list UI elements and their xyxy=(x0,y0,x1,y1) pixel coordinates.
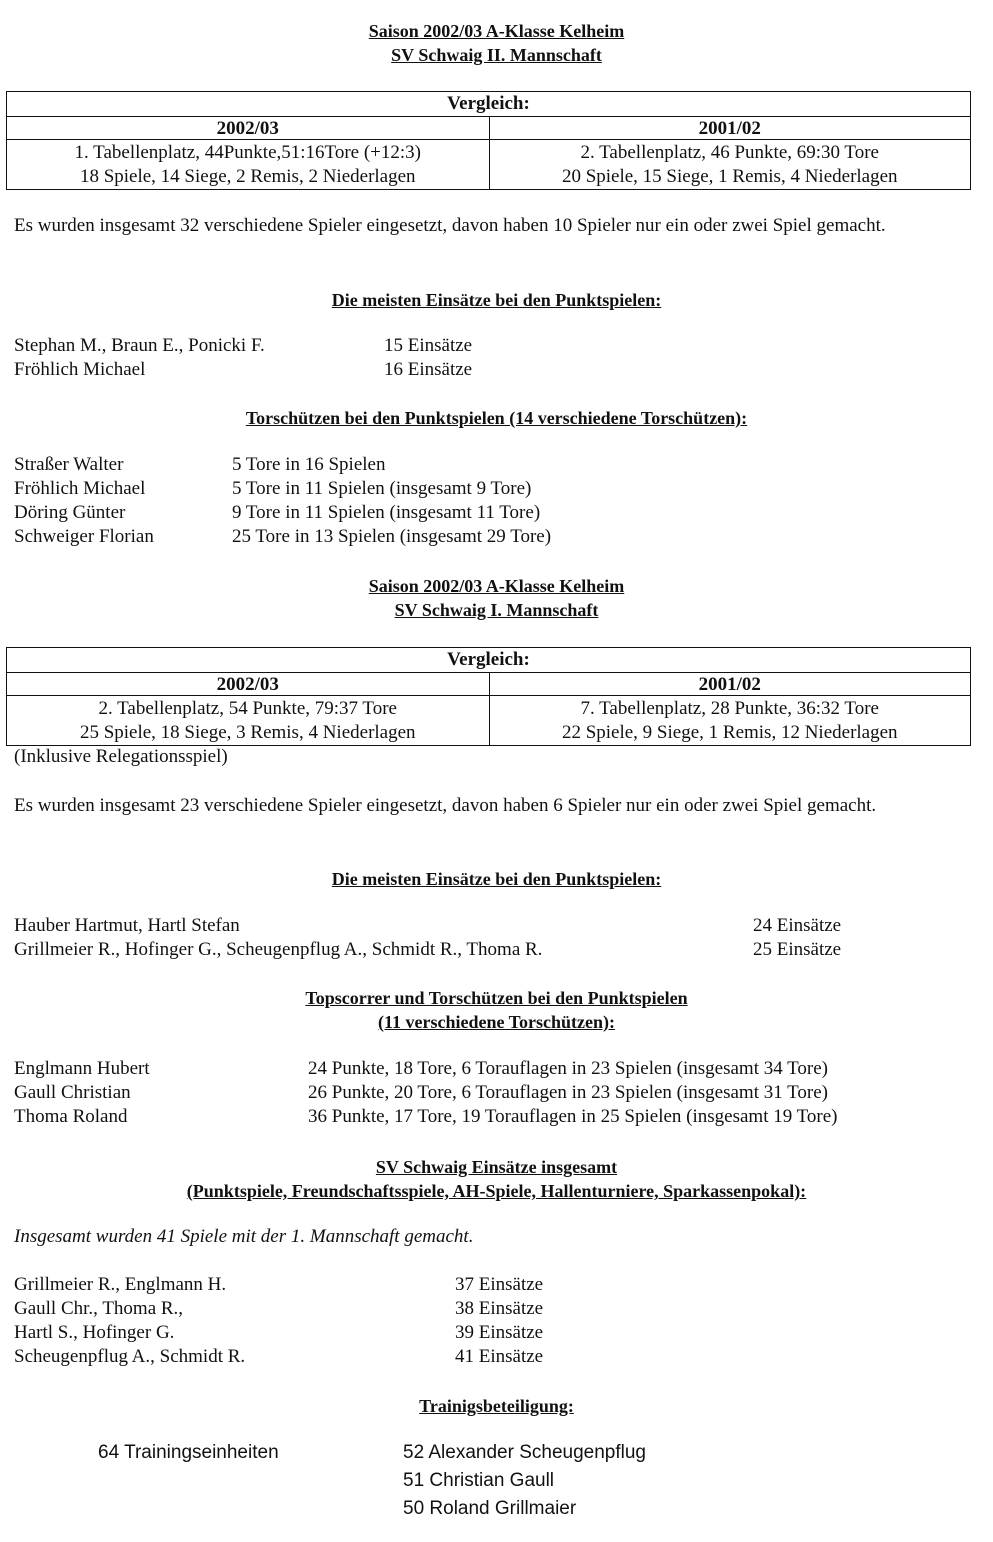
total-note: Insgesamt wurden 41 Spiele mit der 1. Mannschaft gemacht. xyxy=(14,1226,474,1247)
team1-heading-team: SV Schwaig I. Mannschaft xyxy=(394,600,599,620)
total-heading: SV Schwaig Einsätze insgesamt xyxy=(375,1157,618,1177)
team1-scorers-heading: Topscorrer und Torschützen bei den Punktspielen xyxy=(305,988,688,1008)
team2-apps-name: Fröhlich Michael xyxy=(14,359,146,380)
team2-heading-season: Saison 2002/03 A-Klasse Kelheim xyxy=(368,21,625,41)
team2-apps-value: 16 Einsätze xyxy=(384,359,473,380)
comparison-line: 7. Tabellenplatz, 28 Punkte, 36:32 Tore xyxy=(580,698,879,719)
team1-scorer-value: 24 Punkte, 18 Tore, 6 Torauflagen in 23 Spielen (insgesamt 34 Tore) xyxy=(308,1058,829,1079)
team2-scorer-value: 5 Tore in 16 Spielen xyxy=(232,454,386,475)
team2-apps-heading: Die meisten Einsätze bei den Punktspielen: xyxy=(331,290,662,310)
team1-note: (Inklusive Relegationsspiel) xyxy=(14,746,228,767)
team2-scorer-name: Döring Günter xyxy=(14,502,126,523)
team2-apps-value: 15 Einsätze xyxy=(384,335,473,356)
total-apps-name: Scheugenpflug A., Schmidt R. xyxy=(14,1346,246,1367)
comparison-col-2001-02: 2001/02 xyxy=(489,117,971,140)
comparison-col-2001-02: 2001/02 xyxy=(489,673,971,696)
total-apps-value: 38 Einsätze xyxy=(455,1298,544,1319)
comparison-line: 20 Spiele, 15 Siege, 1 Remis, 4 Niederlagen xyxy=(561,166,898,187)
comparison-title: Vergleich: xyxy=(7,92,970,117)
team1-heading-season: Saison 2002/03 A-Klasse Kelheim xyxy=(368,576,625,596)
training-list-item: 52 Alexander Scheugenpflug xyxy=(403,1442,646,1463)
training-sessions: 64 Trainingseinheiten xyxy=(98,1442,279,1463)
team1-scorer-name: Gaull Christian xyxy=(14,1082,131,1103)
team1-apps-name: Grillmeier R., Hofinger G., Scheugenpflug A., Schmidt R., Thoma R. xyxy=(14,939,543,960)
total-apps-value: 37 Einsätze xyxy=(455,1274,544,1295)
team1-apps-heading: Die meisten Einsätze bei den Punktspielen: xyxy=(331,869,662,889)
team2-scorer-name: Fröhlich Michael xyxy=(14,478,146,499)
team2-scorer-name: Schweiger Florian xyxy=(14,526,154,547)
total-apps-value: 39 Einsätze xyxy=(455,1322,544,1343)
team1-apps-value: 24 Einsätze xyxy=(753,915,842,936)
team2-heading-team: SV Schwaig II. Mannschaft xyxy=(391,45,602,65)
team1-scorer-value: 36 Punkte, 17 Tore, 19 Torauflagen in 25 Spielen (insgesamt 19 Tore) xyxy=(308,1106,838,1127)
comparison-cell-2001-02 xyxy=(489,696,971,745)
team2-scorer-value: 9 Tore in 11 Spielen (insgesamt 11 Tore) xyxy=(232,502,541,523)
total-apps-name: Hartl S., Hofinger G. xyxy=(14,1322,175,1343)
comparison-line: 2. Tabellenplatz, 46 Punkte, 69:30 Tore xyxy=(580,142,879,163)
team2-scorer-value: 5 Tore in 11 Spielen (insgesamt 9 Tore) xyxy=(232,478,532,499)
total-apps-name: Grillmeier R., Englmann H. xyxy=(14,1274,227,1295)
comparison-line: 22 Spiele, 9 Siege, 1 Remis, 12 Niederlagen xyxy=(561,722,898,743)
team2-apps-name: Stephan M., Braun E., Ponicki F. xyxy=(14,335,265,356)
team1-scorers-subheading: (11 verschiedene Torschützen): xyxy=(378,1012,615,1032)
team1-comparison-table xyxy=(6,647,971,746)
comparison-line: 25 Spiele, 18 Siege, 3 Remis, 4 Niederlagen xyxy=(79,722,416,743)
training-heading: Trainigsbeteiligung: xyxy=(419,1396,574,1416)
training-list-item: 50 Roland Grillmaier xyxy=(403,1498,577,1519)
total-subheading: (Punktspiele, Freundschaftsspiele, AH-Spiele, Hallenturniere, Sparkassenpokal): xyxy=(186,1181,807,1201)
comparison-cell-2002-03 xyxy=(7,140,489,189)
team2-scorer-name: Straßer Walter xyxy=(14,454,124,475)
team2-scorer-value: 25 Tore in 13 Spielen (insgesamt 29 Tore) xyxy=(232,526,552,547)
comparison-line: 2. Tabellenplatz, 54 Punkte, 79:37 Tore xyxy=(98,698,397,719)
comparison-line: 1. Tabellenplatz, 44Punkte,51:16Tore (+12:3) xyxy=(74,142,421,163)
total-apps-value: 41 Einsätze xyxy=(455,1346,544,1367)
team1-apps-name: Hauber Hartmut, Hartl Stefan xyxy=(14,915,240,936)
team2-scorers-heading: Torschützen bei den Punktspielen (14 verschiedene Torschützen): xyxy=(245,408,748,428)
team1-scorer-name: Englmann Hubert xyxy=(14,1058,150,1079)
total-apps-name: Gaull Chr., Thoma R., xyxy=(14,1298,184,1319)
comparison-cell-2001-02 xyxy=(489,140,971,189)
comparison-col-2002-03: 2002/03 xyxy=(7,673,489,696)
comparison-line: 18 Spiele, 14 Siege, 2 Remis, 2 Niederlagen xyxy=(79,166,416,187)
comparison-col-2002-03: 2002/03 xyxy=(7,117,489,140)
team1-apps-value: 25 Einsätze xyxy=(753,939,842,960)
team1-players-text: Es wurden insgesamt 23 verschiedene Spieler eingesetzt, davon haben 6 Spieler nur ein oder zwei Spiel gemacht. xyxy=(14,795,877,816)
team2-players-text: Es wurden insgesamt 32 verschiedene Spieler eingesetzt, davon haben 10 Spieler nur ein oder zwei Spiel gemacht. xyxy=(14,215,886,236)
comparison-cell-2002-03 xyxy=(7,696,489,745)
team2-comparison-table xyxy=(6,91,971,190)
training-list-item: 51 Christian Gaull xyxy=(403,1470,555,1491)
team1-scorer-value: 26 Punkte, 20 Tore, 6 Torauflagen in 23 Spielen (insgesamt 31 Tore) xyxy=(308,1082,829,1103)
team1-scorer-name: Thoma Roland xyxy=(14,1106,128,1127)
comparison-title: Vergleich: xyxy=(7,648,970,673)
